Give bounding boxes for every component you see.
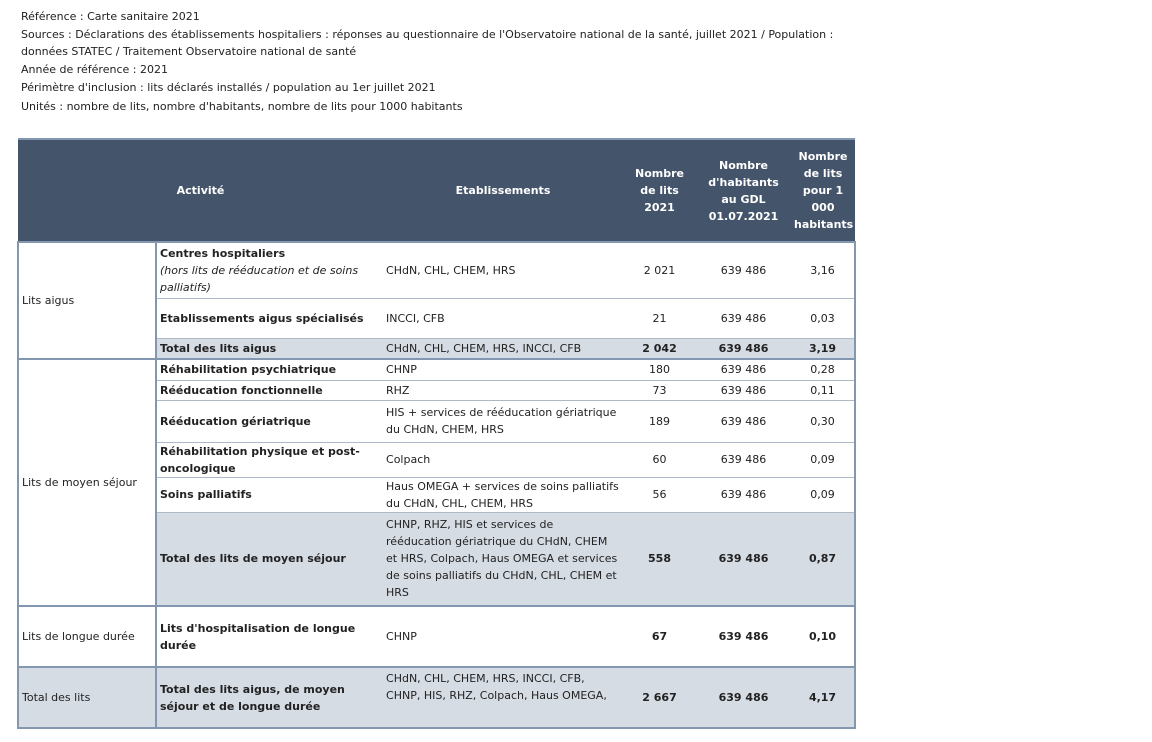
units-text: Unités : nombre de lits, nombre d'habitants, nombre de lits pour 1000 habitants (21, 99, 463, 113)
row-rate: 4,17 (791, 667, 855, 728)
row-beds: 67 (623, 606, 696, 667)
table-row (18, 606, 855, 667)
row-rate: 3,16 (791, 242, 855, 298)
header-activity: Activité (18, 139, 383, 242)
row-establishments: CHdN, CHL, CHEM, HRS (383, 242, 623, 298)
row-population: 639 486 (696, 442, 791, 477)
table-row (18, 242, 855, 298)
row-establishments: RHZ (383, 380, 623, 400)
row-beds: 180 (649, 363, 671, 377)
row-note: (hors lits de rééducation et de soins palliatifs) (160, 263, 359, 294)
row-population: 639 486 (696, 242, 791, 298)
year-text: Année de référence : 2021 (21, 62, 168, 76)
header-establishments: Etablissements (383, 139, 623, 242)
row-label: Soins palliatifs (156, 477, 383, 512)
row-label: Réhabilitation physique et post-oncologique (156, 442, 383, 477)
row-beds: 73 (623, 380, 696, 400)
row-rate: 0,09 (791, 442, 855, 477)
row-establishments: INCCI, CFB (383, 298, 623, 338)
row-population: 639 486 (720, 363, 767, 377)
row-label: Total des lits de moyen séjour (156, 512, 383, 606)
row-establishments: Haus OMEGA + services de soins palliatifs du CHdN, CHL, CHEM, HRS (383, 477, 623, 512)
row-label: Lits d'hospitalisation de longue durée (156, 606, 383, 667)
row-establishments: Colpach (383, 442, 623, 477)
row-population: 639 486 (696, 512, 791, 606)
table-row (18, 359, 855, 380)
metadata-block (21, 8, 851, 115)
hospital-beds-table (17, 138, 856, 729)
row-population: 639 486 (696, 477, 791, 512)
row-population: 639 486 (696, 667, 791, 728)
header-rate: Nombre de lits pour 1 000 habitants (791, 139, 855, 242)
row-label: Rééducation gériatrique (156, 400, 383, 442)
row-label: Total des lits aigus, de moyen séjour et de longue durée (156, 667, 383, 728)
row-population: 639 486 (696, 606, 791, 667)
row-rate: 0,03 (791, 298, 855, 338)
row-establishments: CHNP (383, 606, 623, 667)
table-row-grand-total (18, 667, 855, 728)
row-rate: 3,19 (791, 338, 855, 359)
category-label: Lits de moyen séjour (18, 359, 156, 606)
row-label: Rééducation fonctionnelle (156, 380, 383, 400)
row-title: Centres hospitaliers (160, 246, 286, 260)
reference-text: Référence : Carte sanitaire 2021 (21, 10, 200, 23)
row-establishments: HIS + services de rééducation gériatrique du CHdN, CHEM, HRS (383, 400, 623, 442)
row-population: 639 486 (696, 338, 791, 359)
row-rate: 0,28 (791, 359, 855, 380)
row-beds: 2 021 (623, 242, 696, 298)
row-beds: 56 (623, 477, 696, 512)
category-label: Lits aigus (18, 242, 156, 359)
row-rate: 0,11 (791, 380, 855, 400)
row-label: Total des lits aigus (156, 338, 383, 359)
header-beds: Nombre de lits 2021 (623, 139, 696, 242)
row-population: 639 486 (696, 400, 791, 442)
row-label: Réhabilitation psychiatrique (160, 363, 337, 377)
row-beds: 2 042 (623, 338, 696, 359)
row-beds: 189 (623, 400, 696, 442)
row-population: 639 486 (696, 298, 791, 338)
row-beds: 60 (623, 442, 696, 477)
row-rate: 0,09 (791, 477, 855, 512)
row-label (156, 242, 383, 298)
row-establishments: CHdN, CHL, CHEM, HRS, INCCI, CFB, CHNP, HIS, RHZ, Colpach, Haus OMEGA, (383, 667, 623, 728)
row-beds: 2 667 (623, 667, 696, 728)
sources-text: Sources : Déclarations des établissements hospitaliers : réponses au questionnaire de l'Observatoire national de la santé, juillet 2021 / Population : données STATEC / Traitement Observatoire national de santé (21, 27, 834, 58)
header-population: Nombre d'habitants au GDL 01.07.2021 (696, 139, 791, 242)
scope-text: Périmètre d'inclusion : lits déclarés installés / population au 1er juillet 2021 (21, 81, 436, 94)
row-beds: 21 (623, 298, 696, 338)
table-header-row (18, 139, 855, 242)
row-label: Etablissements aigus spécialisés (156, 298, 383, 338)
row-beds: 558 (623, 512, 696, 606)
row-rate: 0,10 (791, 606, 855, 667)
row-rate: 0,30 (791, 400, 855, 442)
category-label: Total des lits (18, 667, 156, 728)
row-establishments: CHNP (386, 363, 417, 377)
row-rate: 0,87 (791, 512, 855, 606)
row-establishments: CHdN, CHL, CHEM, HRS, INCCI, CFB (383, 338, 623, 359)
row-population: 639 486 (696, 380, 791, 400)
category-label: Lits de longue durée (18, 606, 156, 667)
row-establishments: CHNP, RHZ, HIS et services de rééducation gériatrique du CHdN, CHEM et HRS, Colpach, Haus OMEGA et services de soins palliatifs du CHdN, CHL, CHEM et HRS (383, 512, 623, 606)
